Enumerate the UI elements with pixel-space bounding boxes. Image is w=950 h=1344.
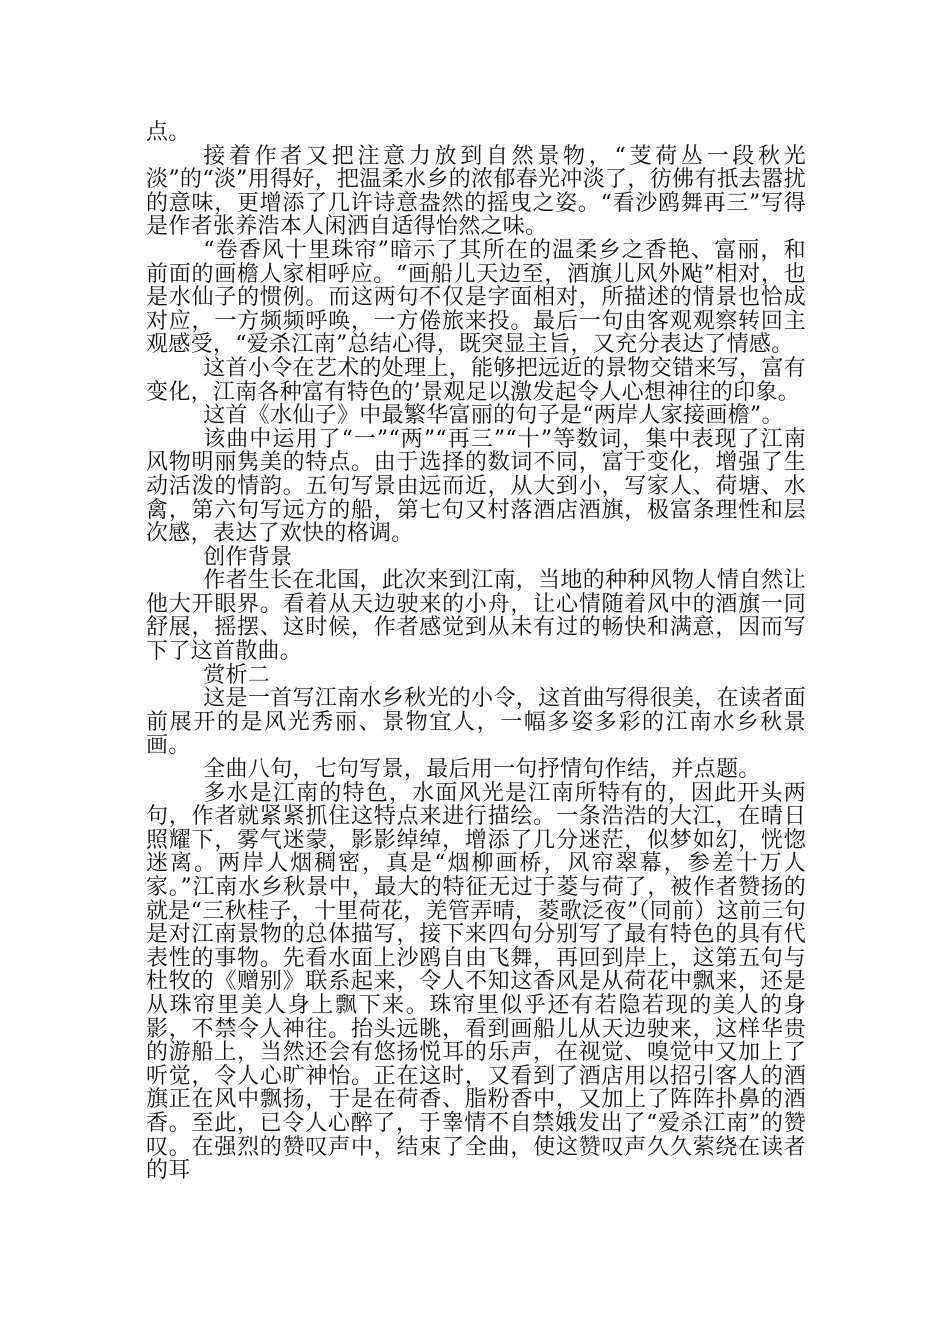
- paragraph: 作者生长在北国，此次来到江南，当地的种种风物人情自然让他大开眼界。看着从天边驶来的小舟，让心情随着风中的酒旗一同舒展，摇摆、这时候，作者感觉到从未有过的畅快和满意，因而写下了这首散曲。: [146, 568, 806, 665]
- section-heading: 赏析二: [203, 662, 271, 688]
- section-heading: 创作背景: [203, 544, 293, 570]
- paragraph: 全曲八句，七句写景，最后用一句抒情句作结，并点题。: [203, 757, 761, 783]
- paragraph: 这首《水仙子》中最繁华富丽的句子是“两岸人家接画檐”。: [203, 403, 784, 429]
- paragraph: “卷香风十里珠帘”暗示了其所在的温柔乡之香艳、富丽，和前面的画檐人家相呼应。“画船儿天边至，酒旗儿风外飐”相对，也是水仙子的惯例。而这两句不仅是字面相对，所描述的情景也恰成对应，一方频频呼唤，一方倦旅来投。最后一句由客观观察转回主观感受，“爱杀江南”总结心得，既突显主旨，又充分表达了情感。: [146, 237, 806, 358]
- paragraph: 这是一首写江南水乡秋光的小令，这首曲写得很美，在读者面前展开的是风光秀丽、景物宜人，一幅多姿多彩的江南水乡秋景画。: [146, 686, 806, 759]
- article-body: [146, 121, 806, 1183]
- paragraph: 这首小令在艺术的处理上，能够把远近的景物交错来写，富有变化，江南各种富有特色的’景观足以激发起令人心想神往的印象。: [146, 355, 806, 405]
- paragraph: 接着作者又把注意力放到自然景物，“芰荷丛一段秋光淡”的“淡”用得好，把温柔水乡的浓郁春光冲淡了，彷佛有扺去嚣扰的意味，更增添了几许诗意盎然的摇曳之姿。“看沙鸥舞再三”写得是作者张养浩本人闲洒自适得怡然之味。: [146, 143, 806, 240]
- paragraph: 该曲中运用了“一”“两”“再三”“十”等数词，集中表现了江南风物明丽隽美的特点。由于选择的数词不同，富于变化，增强了生动活泼的情韵。五句写景由远而近，从大到小，写家人、荷塘、水禽，第六句写远方的船，第七句又村落酒店酒旗，极富条理性和层次感，表达了欢快的格调。: [146, 426, 806, 547]
- paragraph-continuation: 点。: [146, 120, 191, 145]
- paragraph: 多水是江南的特色，水面风光是江南所特有的，因此开头两句，作者就紧紧抓住这特点来进行描绘。一条浩浩的大江，在晴日照耀下，雾气迷蒙，影影绰绰，增添了几分迷茫，似梦如幻，恍惚迷离。两岸人烟稠密，真是“烟柳画桥，风帘翠幕，参差十万人家。”江南水乡秋景中，最大的特征无过于菱与荷了，被作者赞扬的就是“三秋桂子，十里荷花，羌管弄晴，菱歌泛夜”（同前）这前三句是对江南景物的总体描写，接下来四句分别写了最有特色的具有代表性的事物。先看水面上沙鸥自由飞舞，再回到岸上，这第五句与杜牧的《赠别》联系起来，令人不知这香风是从荷花中飘来，还是从珠帘里美人身上飘下来。珠帘里似乎还有若隐若现的美人的身影，不禁令人神往。抬头远眺，看到画船儿从天边驶来，这样华贵的游船上，当然还会有悠扬悦耳的乐声，在视觉、嗅觉中又加上了听觉，令人心旷神怡。正在这时，又看到了酒店用以招引客人的酒旗正在风中飘扬，于是在荷香、脂粉香中，又加上了阵阵扑鼻的酒香。至此，已令人心醉了，于睾情不自禁娥发出了“爱杀江南”的赞叹。在强烈的赞叹声中，结束了全曲，使这赞叹声久久萦绕在读者的耳: [146, 780, 806, 1184]
